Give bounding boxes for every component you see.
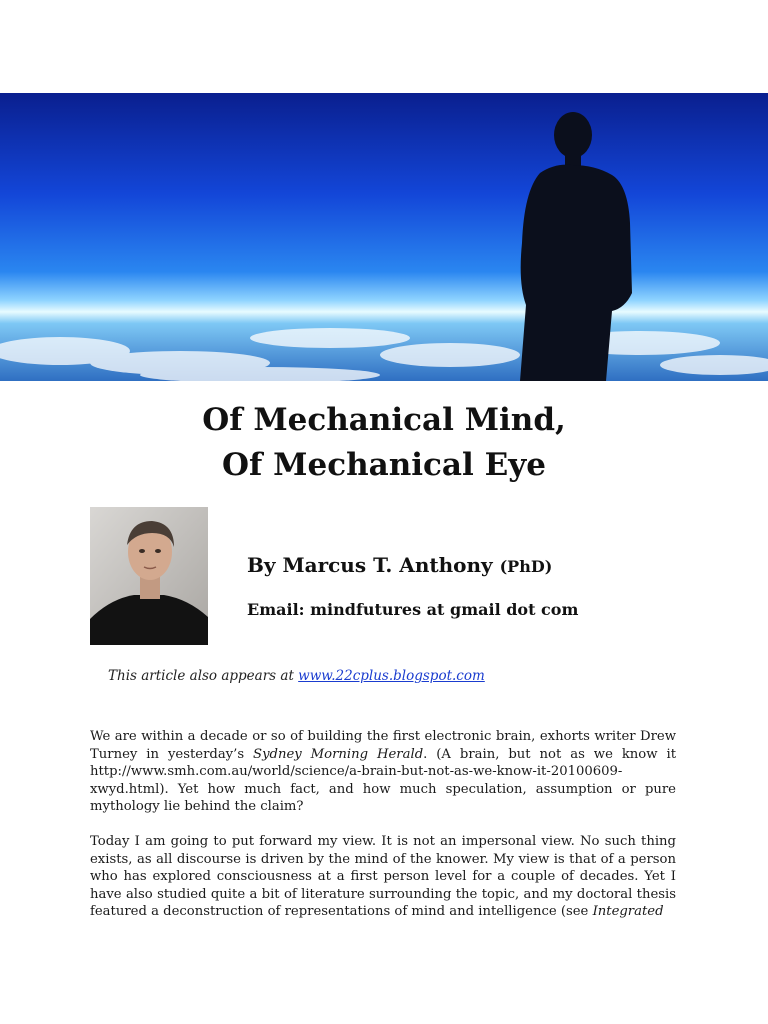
also-appears-prefix: This article also appears at xyxy=(108,668,294,684)
paragraph-1-text-a: We are within a decade or so of building the first electronic brain, exhorts writer Drew Turney in yesterday’s xyxy=(90,729,676,762)
author-photo-illustration xyxy=(90,507,208,645)
earth-silhouette-illustration xyxy=(0,93,768,381)
article-body xyxy=(90,728,676,938)
hero-image xyxy=(0,93,768,381)
paragraph-2-text-a: Today I am going to put forward my view. It is not an impersonal view. No such thing exists, as all discourse is driven by the mind of the knower. My view is that of a person who has explored consciousness at a first person level for a couple of decades. Yet I have also studied quite a bit of literature surrounding the topic, and my doctoral thesis featured a deconstruction of representations of mind and intelligence (see xyxy=(90,833,676,920)
author-degree: (PhD) xyxy=(499,557,553,576)
paragraph-1-text-b: . (A brain, but not as we know it http://www.smh.com.au/world/science/a-brain-but-not-as-we-know-it-20100609-xwyd.html). Yet how much fact, and how much speculation, assumption or pure mythology lie behind the claim? xyxy=(90,746,676,815)
author-email: Email: mindfutures at gmail dot com xyxy=(247,600,579,619)
author-portrait xyxy=(90,507,208,645)
author-name: By Marcus T. Anthony xyxy=(247,553,493,577)
title-line-1: Of Mechanical Mind, xyxy=(202,402,566,438)
also-appears-note xyxy=(108,668,485,684)
article-title xyxy=(0,398,768,488)
title-line-2: Of Mechanical Eye xyxy=(222,447,546,483)
paragraph-1 xyxy=(90,728,676,816)
paragraph-2 xyxy=(90,833,676,921)
paragraph-2-emphasis: Integrated xyxy=(592,904,664,920)
author-byline xyxy=(247,553,552,577)
paragraph-1-publication: Sydney Morning Herald xyxy=(253,746,424,762)
blog-link[interactable]: www.22cplus.blogspot.com xyxy=(298,668,485,684)
